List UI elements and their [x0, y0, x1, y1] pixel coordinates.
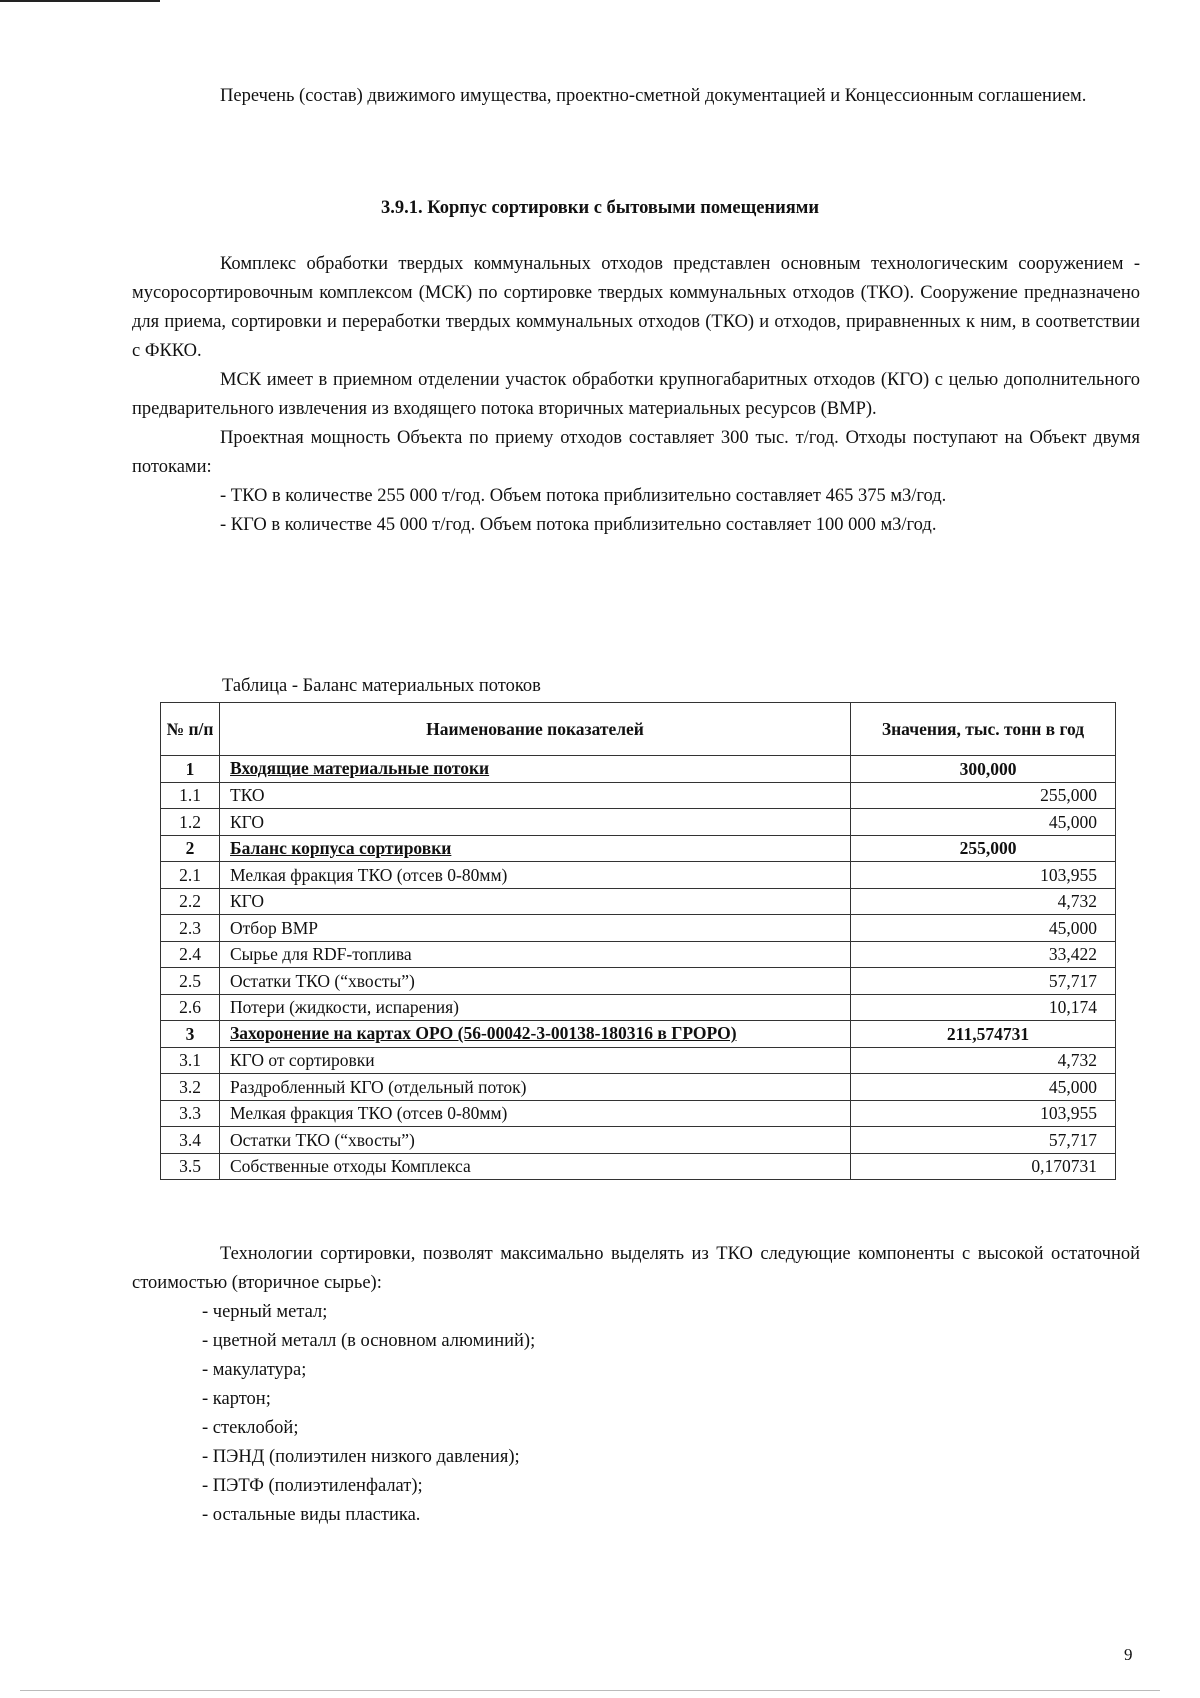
row-name: Мелкая фракция ТКО (отсев 0-80мм) [220, 862, 851, 889]
row-number: 2.4 [161, 941, 220, 968]
table-row [161, 835, 1116, 862]
row-name: Захоронение на картах ОРО (56-00042-3-00138-180316 в ГРОРО) [220, 1021, 851, 1048]
table-row [161, 888, 1116, 915]
row-number: 3 [161, 1021, 220, 1048]
table-row [161, 994, 1116, 1021]
table-row [161, 968, 1116, 995]
row-name: ТКО [220, 782, 851, 809]
table-caption: Таблица - Баланс материальных потоков [222, 676, 541, 696]
paragraph: Комплекс обработки твердых коммунальных отходов представлен основным технологическим сооружением - мусоросортировочным комплексом (МСК) по сортировке твердых коммунальных отходов (ТКО). Сооружение предназначено для приема, сортировки и переработки твердых коммунальных отходов (ТКО) и отходов, приравненных к ним, в соответствии с ФККО. [132, 254, 1140, 361]
header-value: Значения, тыс. тонн в год [851, 703, 1116, 756]
row-value: 45,000 [851, 1074, 1116, 1101]
row-name: Сырье для RDF-топлива [220, 941, 851, 968]
paragraph: - КГО в количестве 45 000 т/год. Объем потока приблизительно составляет 100 000 м3/год. [220, 515, 937, 535]
scan-edge [0, 0, 160, 2]
row-number: 3.3 [161, 1100, 220, 1127]
row-name: КГО от сортировки [220, 1047, 851, 1074]
row-number: 2.2 [161, 888, 220, 915]
list-item: - картон; [202, 1389, 271, 1409]
body-paragraphs [132, 250, 1140, 540]
row-name: Отбор ВМР [220, 915, 851, 942]
row-name: Собственные отходы Комплекса [220, 1153, 851, 1180]
table-row [161, 941, 1116, 968]
row-name: Баланс корпуса сортировки [220, 835, 851, 862]
section-title: 3.9.1. Корпус сортировки с бытовыми помещениями [381, 198, 819, 218]
row-number: 1.1 [161, 782, 220, 809]
row-number: 2.6 [161, 994, 220, 1021]
components-list [132, 1298, 1140, 1530]
row-number: 2.3 [161, 915, 220, 942]
row-value: 0,170731 [851, 1153, 1116, 1180]
row-name: КГО [220, 809, 851, 836]
intro-text: Перечень (состав) движимого имущества, проектно-сметной документацией и Концессионным соглашением. [220, 86, 1087, 106]
list-item: - остальные виды пластика. [202, 1505, 421, 1525]
row-number: 2.5 [161, 968, 220, 995]
intro-paragraph [132, 82, 1140, 111]
row-name: Раздробленный КГО (отдельный поток) [220, 1074, 851, 1101]
table-row [161, 1153, 1116, 1180]
row-value: 45,000 [851, 915, 1116, 942]
row-value: 255,000 [851, 835, 1116, 862]
row-value: 103,955 [851, 1100, 1116, 1127]
table-header-row [161, 703, 1116, 756]
table-row [161, 1074, 1116, 1101]
list-item: - ПЭНД (полиэтилен низкого давления); [202, 1447, 520, 1467]
row-number: 3.1 [161, 1047, 220, 1074]
row-value: 45,000 [851, 809, 1116, 836]
row-value: 33,422 [851, 941, 1116, 968]
paragraph: - ТКО в количестве 255 000 т/год. Объем потока приблизительно составляет 465 375 м3/год. [220, 486, 947, 506]
paragraph: МСК имеет в приемном отделении участок обработки крупногабаритных отходов (КГО) с целью дополнительного предварительного извлечения из входящего потока вторичных материальных ресурсов (ВМР). [132, 370, 1140, 419]
row-name: Потери (жидкости, испарения) [220, 994, 851, 1021]
row-value: 4,732 [851, 1047, 1116, 1074]
row-number: 1.2 [161, 809, 220, 836]
table-row [161, 1100, 1116, 1127]
row-number: 1 [161, 756, 220, 783]
row-value: 211,574731 [851, 1021, 1116, 1048]
row-name: Остатки ТКО (“хвосты”) [220, 1127, 851, 1154]
components-section [132, 1240, 1140, 1530]
header-number: № п/п [161, 703, 220, 756]
row-value: 255,000 [851, 782, 1116, 809]
row-value: 57,717 [851, 968, 1116, 995]
table-row [161, 915, 1116, 942]
row-name: Мелкая фракция ТКО (отсев 0-80мм) [220, 1100, 851, 1127]
row-value: 10,174 [851, 994, 1116, 1021]
table-row [161, 756, 1116, 783]
list-item: - макулатура; [202, 1360, 307, 1380]
material-balance-table [160, 702, 1116, 1180]
table-row [161, 1021, 1116, 1048]
list-item: - черный метал; [202, 1302, 328, 1322]
row-name: Входящие материальные потоки [220, 756, 851, 783]
table-row [161, 1047, 1116, 1074]
row-number: 3.5 [161, 1153, 220, 1180]
table-row [161, 809, 1116, 836]
row-number: 2 [161, 835, 220, 862]
row-value: 57,717 [851, 1127, 1116, 1154]
row-number: 3.4 [161, 1127, 220, 1154]
row-value: 103,955 [851, 862, 1116, 889]
table-row [161, 1127, 1116, 1154]
list-item: - стеклобой; [202, 1418, 299, 1438]
row-name: КГО [220, 888, 851, 915]
row-value: 4,732 [851, 888, 1116, 915]
list-item: - ПЭТФ (полиэтиленфалат); [202, 1476, 423, 1496]
components-intro: Технологии сортировки, позволят максимально выделять из ТКО следующие компоненты с высокой остаточной стоимостью (вторичное сырье): [132, 1244, 1140, 1293]
table-row [161, 862, 1116, 889]
row-number: 3.2 [161, 1074, 220, 1101]
paragraph: Проектная мощность Объекта по приему отходов составляет 300 тыс. т/год. Отходы поступают на Объект двумя потоками: [132, 428, 1140, 477]
row-number: 2.1 [161, 862, 220, 889]
row-value: 300,000 [851, 756, 1116, 783]
page-number: 9 [1124, 1645, 1133, 1664]
row-name: Остатки ТКО (“хвосты”) [220, 968, 851, 995]
list-item: - цветной металл (в основном алюминий); [202, 1331, 536, 1351]
scan-edge [20, 1690, 1160, 1691]
table-row [161, 782, 1116, 809]
header-name: Наименование показателей [220, 703, 851, 756]
